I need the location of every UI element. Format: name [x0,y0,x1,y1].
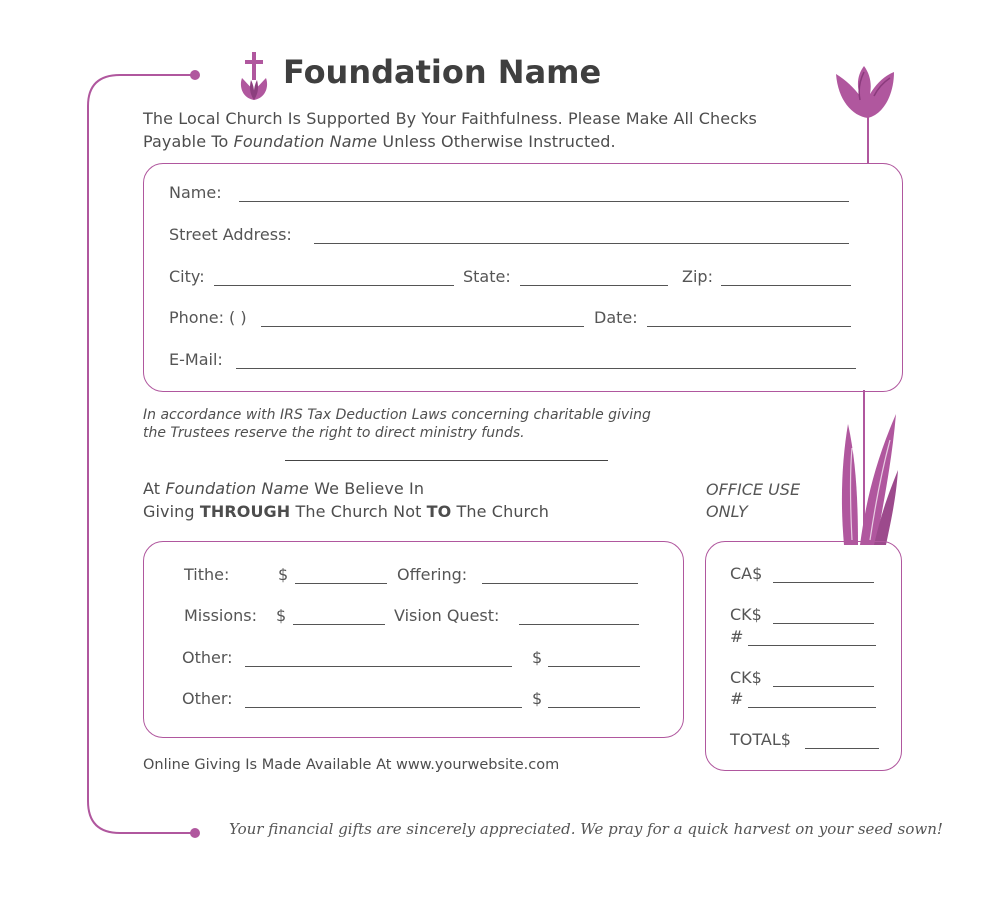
zip-label: Zip: [682,267,713,286]
missions-field[interactable] [293,624,385,625]
belief-line-1-suffix: We Believe In [309,479,425,498]
email-field[interactable] [236,368,856,369]
date-field[interactable] [647,326,851,327]
belief-line-2 [143,502,549,521]
belief-giving: Giving [143,502,200,521]
ck-2-label: CK$ [730,668,762,687]
ca-label: CA$ [730,564,763,583]
belief-line-1 [143,479,424,498]
other-2-description-field[interactable] [245,707,522,708]
total-label: TOTAL$ [730,730,791,749]
intro-foundation-name: Foundation Name [233,132,378,151]
phone-field[interactable] [261,326,584,327]
ck-1-field[interactable] [773,623,874,624]
belief-through: THROUGH [199,502,291,521]
cross-tulip-logo-icon [236,50,272,102]
belief-to: TO [426,502,452,521]
name-label: Name: [169,183,222,202]
hash-2-label: # [730,689,744,708]
vision-quest-label: Vision Quest: [394,606,500,625]
office-use-heading [706,479,800,523]
offering-label: Offering: [397,565,468,584]
tithe-label: Tithe: [184,565,230,584]
other-2-currency: $ [532,689,543,708]
divider-line [285,460,608,461]
tulip-icon [830,60,902,170]
belief-the-church: The Church [451,502,550,521]
zip-field[interactable] [721,285,851,286]
hash-1-label: # [730,627,744,646]
other-2-label: Other: [182,689,233,708]
belief-line-1-prefix: At [143,479,166,498]
office-use-line-1: OFFICE USE [706,480,801,499]
intro-line-2-prefix: Payable To [143,132,234,151]
date-label: Date: [594,308,638,327]
other-2-amount-field[interactable] [548,707,640,708]
contact-form-box [143,163,903,392]
irs-note-line-2: the Trustees reserve the right to direct ministry funds. [143,425,525,441]
check-number-1-field[interactable] [748,645,876,646]
page-title: Foundation Name [283,53,602,91]
missions-currency: $ [276,606,287,625]
city-label: City: [169,267,205,286]
belief-foundation-name: Foundation Name [165,479,309,498]
tithe-currency: $ [278,565,289,584]
other-1-currency: $ [532,648,543,667]
tulip-leaves-icon [830,390,902,545]
vision-quest-field[interactable] [519,624,639,625]
phone-label: Phone: ( ) [169,308,247,327]
intro-line-2 [143,132,616,151]
email-label: E-Mail: [169,350,223,369]
state-field[interactable] [520,285,668,286]
street-address-field[interactable] [314,243,849,244]
other-1-description-field[interactable] [245,666,512,667]
intro-line-1: The Local Church Is Supported By Your Faithfulness. Please Make All Checks [143,109,757,128]
closing-message: Your financial gifts are sincerely appreciated. We pray for a quick harvest on your seed sown! [229,820,943,838]
office-use-line-2: ONLY [706,502,748,521]
total-field[interactable] [805,748,879,749]
other-1-label: Other: [182,648,233,667]
online-giving-text: Online Giving Is Made Available At www.yourwebsite.com [143,757,560,773]
name-field[interactable] [239,201,849,202]
belief-the-church-not: The Church Not [290,502,427,521]
offering-field[interactable] [482,583,638,584]
missions-label: Missions: [184,606,258,625]
check-number-2-field[interactable] [748,707,876,708]
office-use-box [705,541,902,771]
other-1-amount-field[interactable] [548,666,640,667]
irs-note-line-1: In accordance with IRS Tax Deduction Laws concerning charitable giving [143,407,651,423]
intro-line-2-suffix: Unless Otherwise Instructed. [377,132,616,151]
giving-form-box [143,541,684,738]
tithe-field[interactable] [295,583,387,584]
city-field[interactable] [214,285,454,286]
state-label: State: [463,267,511,286]
street-address-label: Street Address: [169,225,292,244]
ck-2-field[interactable] [773,686,874,687]
ck-1-label: CK$ [730,605,762,624]
ca-field[interactable] [773,582,874,583]
